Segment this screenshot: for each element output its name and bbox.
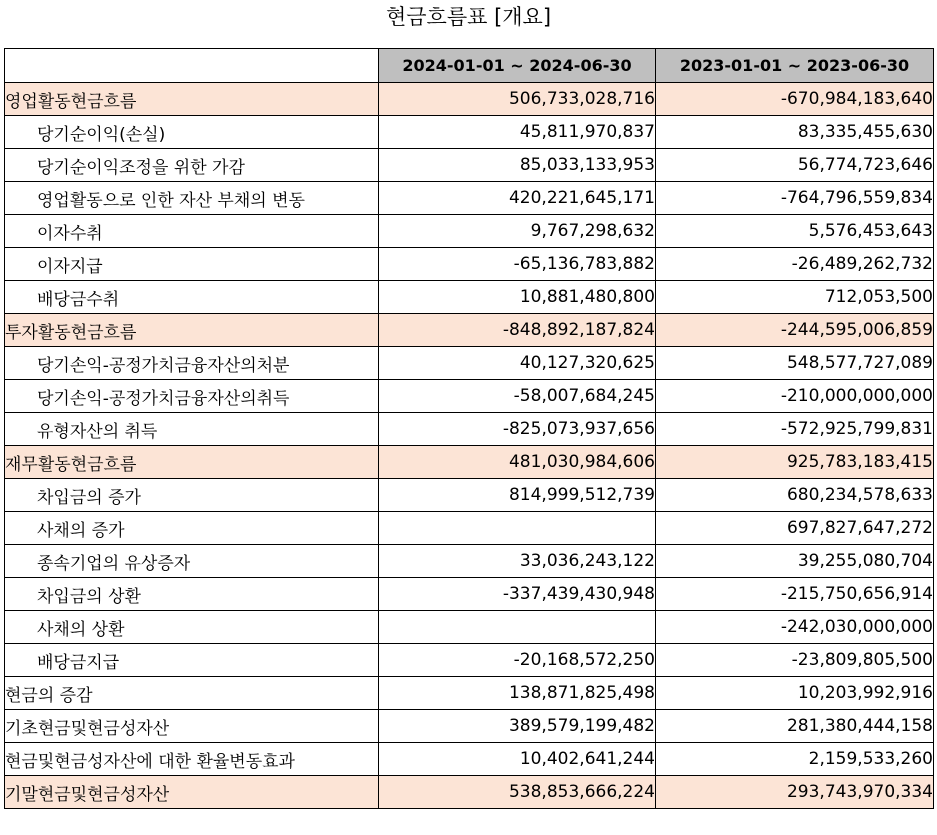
prior-value: 293,743,970,334 bbox=[656, 776, 934, 809]
row-label: 기말현금및현금성자산 bbox=[5, 776, 379, 809]
row-label: 현금및현금성자산에 대한 환율변동효과 bbox=[5, 743, 379, 776]
cash-flow-table bbox=[4, 48, 934, 809]
table-row bbox=[5, 380, 934, 413]
row-label: 당기순이익조정을 위한 가감 bbox=[5, 149, 379, 182]
current-value: 814,999,512,739 bbox=[379, 479, 656, 512]
row-label: 차입금의 상환 bbox=[5, 578, 379, 611]
row-label: 기초현금및현금성자산 bbox=[5, 710, 379, 743]
current-value: -65,136,783,882 bbox=[379, 248, 656, 281]
table-row bbox=[5, 281, 934, 314]
prior-value: 281,380,444,158 bbox=[656, 710, 934, 743]
table-row bbox=[5, 149, 934, 182]
table-row bbox=[5, 578, 934, 611]
current-value: 40,127,320,625 bbox=[379, 347, 656, 380]
current-value: -825,073,937,656 bbox=[379, 413, 656, 446]
table-row bbox=[5, 512, 934, 545]
current-value: 389,579,199,482 bbox=[379, 710, 656, 743]
row-label: 배당금수취 bbox=[5, 281, 379, 314]
row-label: 투자활동현금흐름 bbox=[5, 314, 379, 347]
row-label: 이자지급 bbox=[5, 248, 379, 281]
current-value: 10,402,641,244 bbox=[379, 743, 656, 776]
table-row bbox=[5, 248, 934, 281]
row-label: 차입금의 증가 bbox=[5, 479, 379, 512]
row-label: 현금의 증감 bbox=[5, 677, 379, 710]
current-value: 481,030,984,606 bbox=[379, 446, 656, 479]
table-row bbox=[5, 644, 934, 677]
row-label: 영업활동현금흐름 bbox=[5, 83, 379, 116]
row-label: 이자수취 bbox=[5, 215, 379, 248]
row-label: 당기순이익(손실) bbox=[5, 116, 379, 149]
prior-value: 925,783,183,415 bbox=[656, 446, 934, 479]
table-row bbox=[5, 743, 934, 776]
row-label: 당기손익-공정가치금융자산의처분 bbox=[5, 347, 379, 380]
prior-value: 39,255,080,704 bbox=[656, 545, 934, 578]
prior-value: -764,796,559,834 bbox=[656, 182, 934, 215]
prior-value: -26,489,262,732 bbox=[656, 248, 934, 281]
table-row bbox=[5, 83, 934, 116]
prior-value: 83,335,455,630 bbox=[656, 116, 934, 149]
row-label: 당기손익-공정가치금융자산의취득 bbox=[5, 380, 379, 413]
current-value: 33,036,243,122 bbox=[379, 545, 656, 578]
table-row bbox=[5, 413, 934, 446]
current-value bbox=[379, 611, 656, 644]
prior-value: 5,576,453,643 bbox=[656, 215, 934, 248]
prior-value: -572,925,799,831 bbox=[656, 413, 934, 446]
table-row bbox=[5, 677, 934, 710]
prior-value: 10,203,992,916 bbox=[656, 677, 934, 710]
page-title: 현금흐름표 [개요] bbox=[385, 5, 552, 29]
current-value: 85,033,133,953 bbox=[379, 149, 656, 182]
table-row bbox=[5, 710, 934, 743]
current-value: 138,871,825,498 bbox=[379, 677, 656, 710]
header-label-cell bbox=[5, 49, 379, 83]
current-value: -337,439,430,948 bbox=[379, 578, 656, 611]
current-value: 45,811,970,837 bbox=[379, 116, 656, 149]
row-label: 재무활동현금흐름 bbox=[5, 446, 379, 479]
table-row bbox=[5, 314, 934, 347]
current-value: 506,733,028,716 bbox=[379, 83, 656, 116]
prior-value: -242,030,000,000 bbox=[656, 611, 934, 644]
current-value: 10,881,480,800 bbox=[379, 281, 656, 314]
prior-value: -244,595,006,859 bbox=[656, 314, 934, 347]
row-label: 배당금지급 bbox=[5, 644, 379, 677]
current-value: 9,767,298,632 bbox=[379, 215, 656, 248]
row-label: 영업활동으로 인한 자산 부채의 변동 bbox=[5, 182, 379, 215]
current-value: 538,853,666,224 bbox=[379, 776, 656, 809]
row-label: 사채의 증가 bbox=[5, 512, 379, 545]
prior-value: -23,809,805,500 bbox=[656, 644, 934, 677]
prior-value: 2,159,533,260 bbox=[656, 743, 934, 776]
prior-value: 548,577,727,089 bbox=[656, 347, 934, 380]
prior-value: 697,827,647,272 bbox=[656, 512, 934, 545]
current-value bbox=[379, 512, 656, 545]
current-value: -20,168,572,250 bbox=[379, 644, 656, 677]
header-prior-period: 2023-01-01 ~ 2023-06-30 bbox=[656, 49, 934, 83]
table-row bbox=[5, 215, 934, 248]
prior-value: 712,053,500 bbox=[656, 281, 934, 314]
row-label: 종속기업의 유상증자 bbox=[5, 545, 379, 578]
row-label: 유형자산의 취득 bbox=[5, 413, 379, 446]
header-current-period: 2024-01-01 ~ 2024-06-30 bbox=[379, 49, 656, 83]
table-row bbox=[5, 479, 934, 512]
table-row bbox=[5, 347, 934, 380]
prior-value: -215,750,656,914 bbox=[656, 578, 934, 611]
table-row bbox=[5, 116, 934, 149]
prior-value: 680,234,578,633 bbox=[656, 479, 934, 512]
current-value: 420,221,645,171 bbox=[379, 182, 656, 215]
row-label: 사채의 상환 bbox=[5, 611, 379, 644]
prior-value: -670,984,183,640 bbox=[656, 83, 934, 116]
table-row bbox=[5, 545, 934, 578]
current-value: -58,007,684,245 bbox=[379, 380, 656, 413]
prior-value: -210,000,000,000 bbox=[656, 380, 934, 413]
table-row bbox=[5, 182, 934, 215]
table-header-row bbox=[5, 49, 934, 83]
table-row bbox=[5, 776, 934, 809]
current-value: -848,892,187,824 bbox=[379, 314, 656, 347]
table-row bbox=[5, 446, 934, 479]
prior-value: 56,774,723,646 bbox=[656, 149, 934, 182]
table-row bbox=[5, 611, 934, 644]
